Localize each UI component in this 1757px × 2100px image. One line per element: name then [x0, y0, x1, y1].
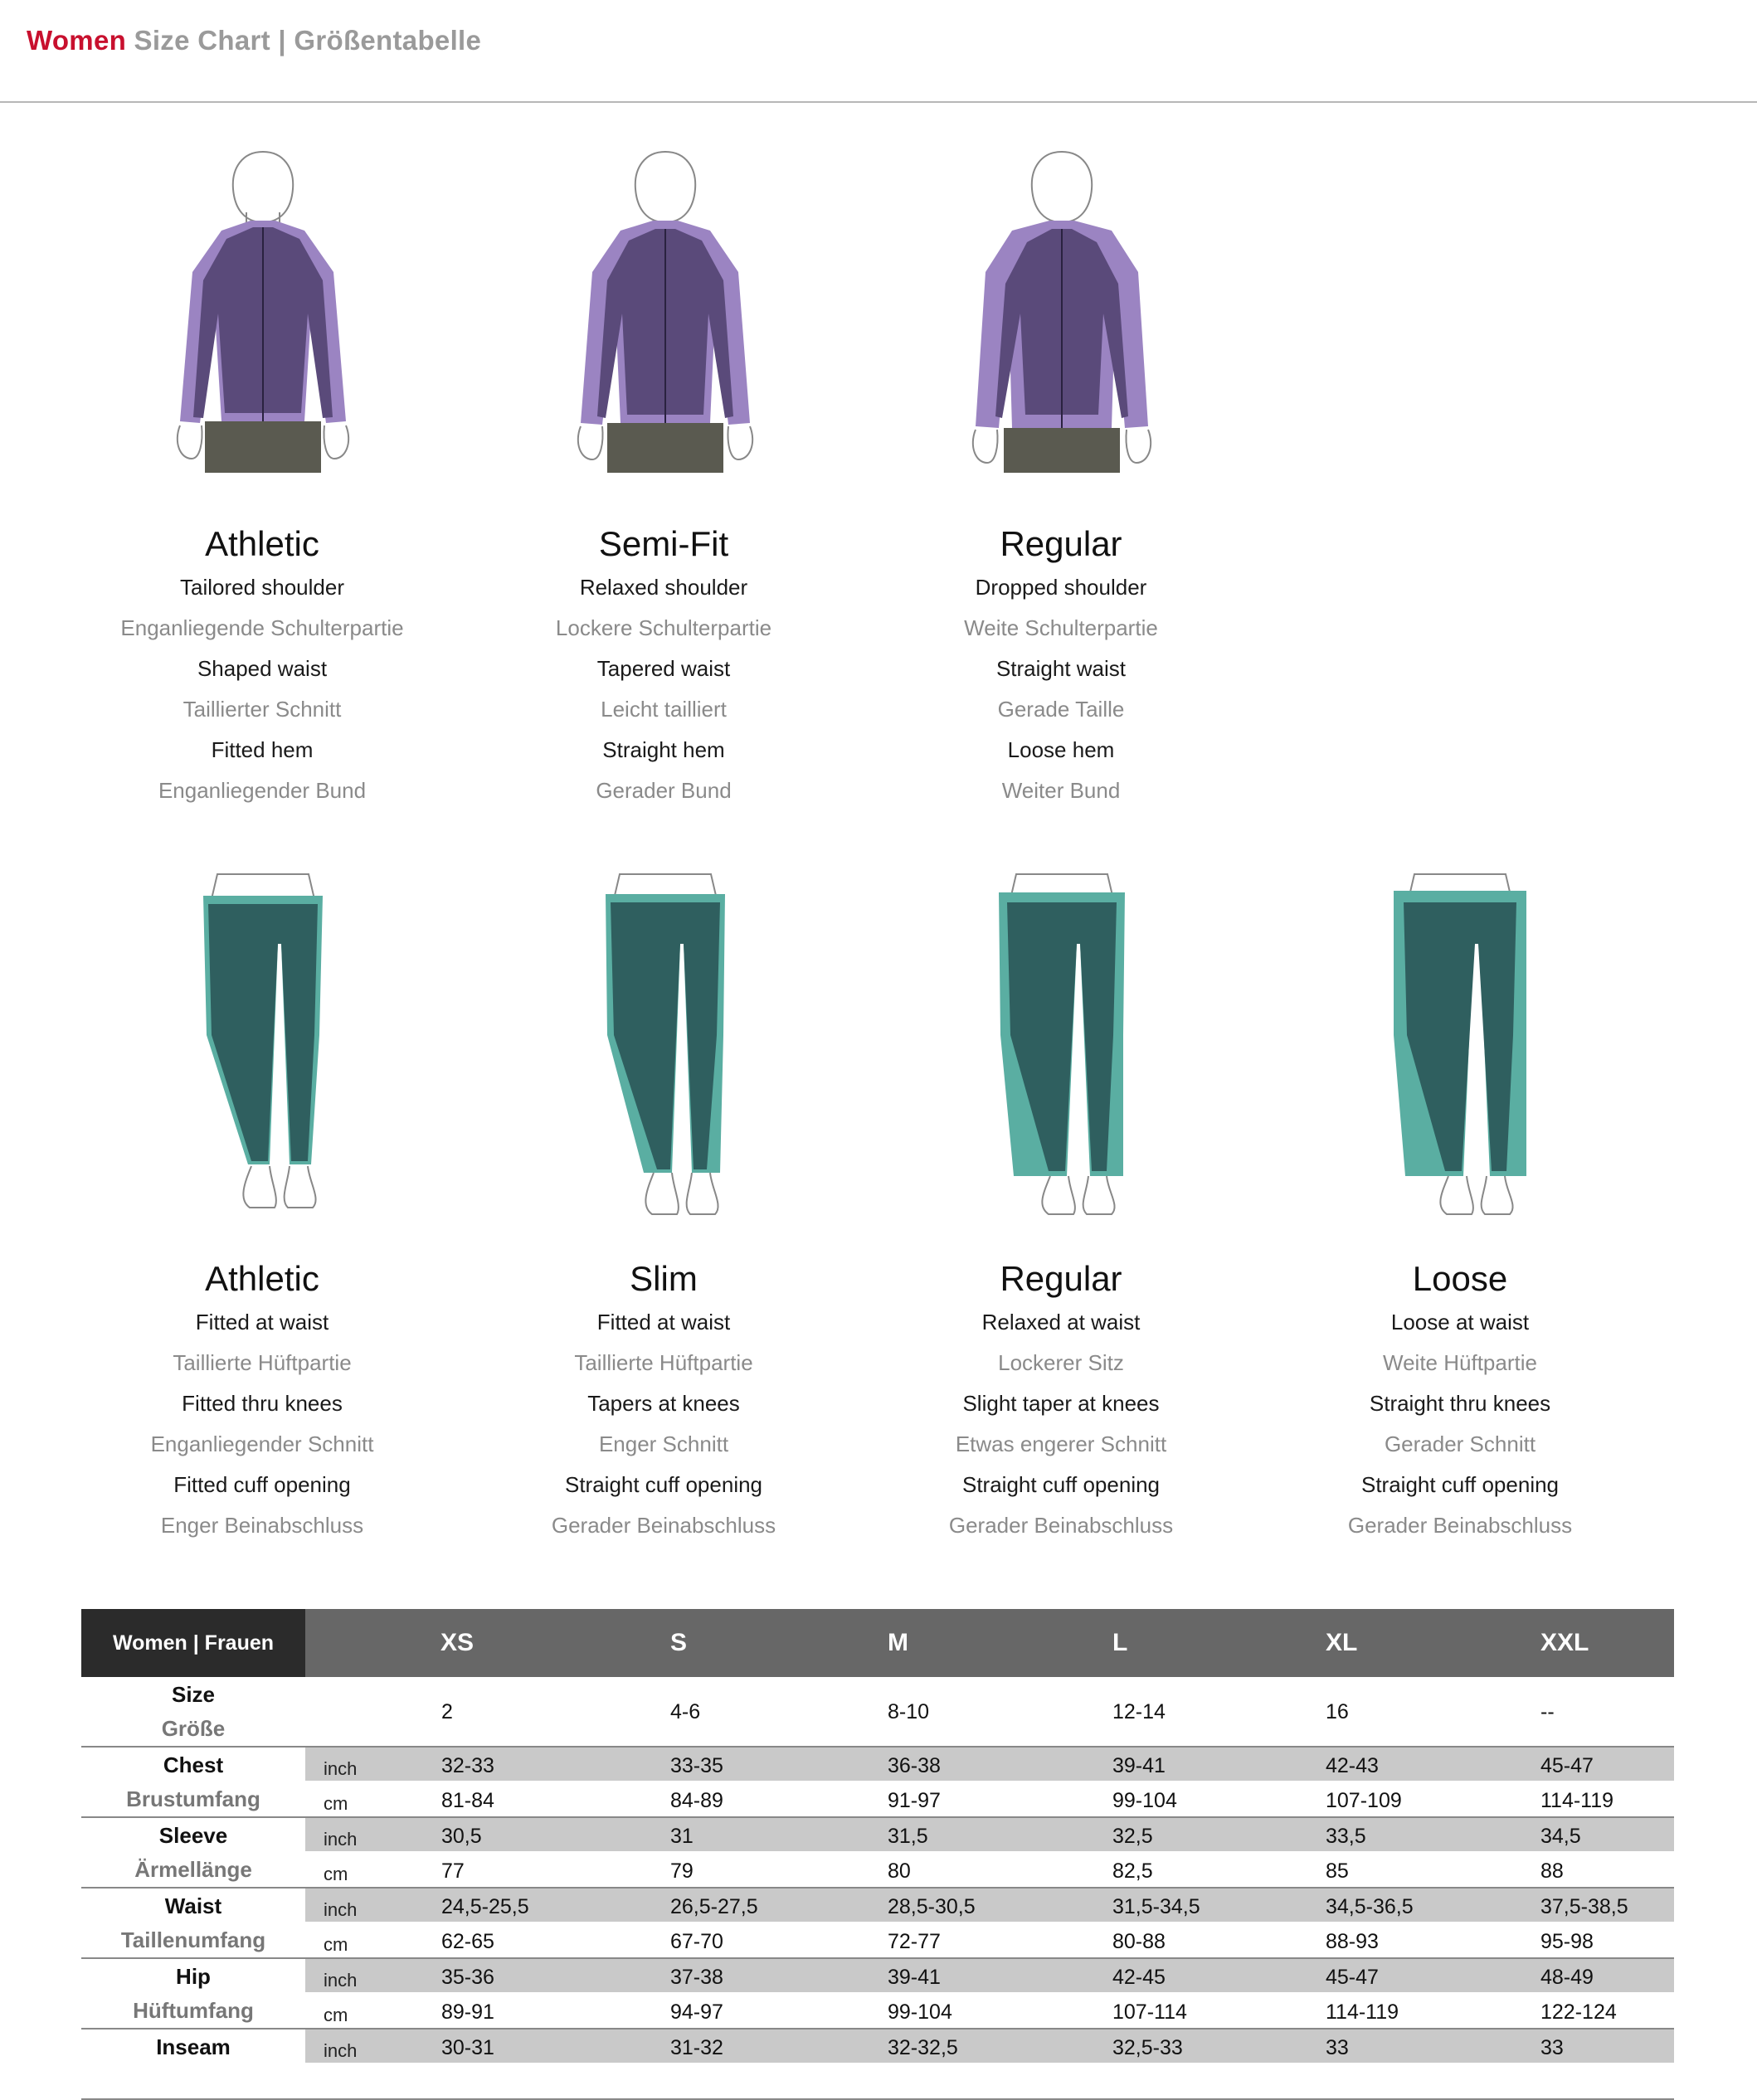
feature-de: Lockere Schulterpartie: [555, 615, 772, 640]
pants-slim-illustration: [591, 869, 740, 1218]
cell-cm: 88-93: [1326, 1930, 1379, 1953]
feature-en: Fitted cuff opening: [173, 1472, 351, 1497]
unit-cm: cm: [324, 1864, 348, 1884]
feature-de: Taillierte Hüftpartie: [173, 1350, 352, 1375]
cell-cm: 67-70: [670, 1930, 723, 1953]
cell-inch: 34,5-36,5: [1326, 1895, 1414, 1918]
cell-cm: 114-119: [1540, 1789, 1614, 1812]
cell-cm: 79: [670, 1859, 694, 1883]
cell-inch: 26,5-27,5: [670, 1895, 758, 1918]
unit-cm: cm: [324, 2005, 348, 2025]
cell-cm: 80: [888, 1859, 911, 1883]
cell-inch: 32,5: [1112, 1825, 1153, 1848]
feature-en: Dropped shoulder: [975, 575, 1147, 600]
page-title: [27, 25, 481, 56]
page-header: [0, 0, 1757, 103]
cell-inch: 37,5-38,5: [1540, 1895, 1628, 1918]
feature-en: Fitted at waist: [596, 1310, 731, 1334]
jacket-semi-fit-illustration: [557, 148, 773, 479]
size-header-l: L: [1112, 1629, 1128, 1656]
unit-inch: inch: [324, 1758, 358, 1779]
jacket-semi-fit-title: Semi-Fit: [598, 524, 729, 563]
unit-cm: cm: [324, 1934, 348, 1955]
size-header-xs: XS: [440, 1629, 475, 1656]
cell-inch: 33: [1540, 2036, 1564, 2059]
cell-inch: 36-38: [888, 1754, 941, 1777]
cell-inch: 33,5: [1326, 1825, 1366, 1848]
unit-inch: inch: [324, 1829, 358, 1850]
feature-de: Taillierte Hüftpartie: [574, 1350, 753, 1375]
feature-en: Straight waist: [995, 656, 1127, 681]
feature-de: Enganliegende Schulterpartie: [120, 615, 404, 640]
unit-inch: inch: [324, 1899, 358, 1920]
feature-en: Loose at waist: [1390, 1310, 1530, 1334]
cell-cm: 88: [1540, 1859, 1564, 1883]
size-table: [81, 1609, 1674, 2100]
pants-slim-title: Slim: [630, 1259, 698, 1298]
table-row-hip: [81, 1959, 1674, 2030]
feature-de: Etwas engerer Schnitt: [955, 1432, 1167, 1456]
cell-cm: 84-89: [670, 1789, 723, 1812]
pants-athletic-illustration: [188, 869, 338, 1218]
size-header-xl: XL: [1326, 1629, 1358, 1656]
feature-de: Gerader Beinabschluss: [1347, 1513, 1573, 1538]
feature-en: Slight taper at knees: [962, 1391, 1160, 1416]
cell-cm: 107-109: [1326, 1789, 1402, 1812]
unit-inch: inch: [324, 2040, 358, 2061]
feature-de: Taillierter Schnitt: [183, 697, 342, 722]
jacket-regular-title: Regular: [1000, 524, 1122, 563]
cell-cm: 107-114: [1112, 2000, 1187, 2024]
jacket-regular-illustration: [954, 148, 1170, 479]
cell-cm: 94-97: [670, 2000, 723, 2024]
cell-inch: 42-43: [1326, 1754, 1379, 1777]
pants-regular-card: [862, 1256, 1260, 1546]
feature-en: Tapers at knees: [587, 1391, 740, 1416]
cell-inch: 32-33: [441, 1754, 494, 1777]
size-table-header: [81, 1609, 1674, 1677]
cell-inch: 34,5: [1540, 1825, 1581, 1848]
row-label-de: Größe: [161, 1716, 226, 1741]
cell-inch: 48-49: [1540, 1966, 1594, 1989]
feature-de: Gerader Schnitt: [1384, 1432, 1536, 1456]
pants-athletic-card: [63, 1256, 461, 1546]
feature-en: Straight cuff opening: [564, 1472, 763, 1497]
row-label-en: Size: [171, 1682, 216, 1707]
cell-inch: 39-41: [1112, 1754, 1166, 1777]
feature-de: Leicht tailliert: [601, 697, 727, 722]
row-label-en: Sleeve: [158, 1823, 228, 1848]
feature-en: Straight hem: [602, 737, 725, 762]
pants-regular-title: Regular: [1000, 1259, 1122, 1298]
cell-cm: 91-97: [888, 1789, 941, 1812]
cell-inch: 31,5-34,5: [1112, 1895, 1200, 1918]
feature-de: Lockerer Sitz: [998, 1350, 1124, 1375]
unit-inch: inch: [324, 1970, 358, 1991]
feature-de: Gerade Taille: [997, 697, 1125, 722]
cell-inch: 31: [670, 1825, 694, 1848]
cell-inch: 24,5-25,5: [441, 1895, 529, 1918]
feature-de: Weiter Bund: [1001, 778, 1121, 803]
row-label-de: Ärmellänge: [134, 1857, 252, 1882]
row-band: [305, 1959, 1674, 1992]
feature-de: Gerader Beinabschluss: [948, 1513, 1174, 1538]
jacket-athletic-illustration: [155, 148, 371, 479]
cell-inch: 45-47: [1326, 1966, 1379, 1989]
cell-inch: 31-32: [670, 2036, 723, 2059]
pants-loose-illustration: [1385, 869, 1535, 1218]
row-band: [305, 2030, 1674, 2063]
cell-inch: 42-45: [1112, 1966, 1166, 1989]
table-row-size: [81, 1677, 1674, 1748]
cell-cm: 62-65: [441, 1930, 494, 1953]
feature-de: Weite Schulterpartie: [964, 615, 1158, 640]
size-value-xl: 16: [1326, 1700, 1349, 1723]
cell-inch: 30-31: [441, 2036, 494, 2059]
table-corner-label: Women | Frauen: [81, 1609, 305, 1677]
cell-cm: 99-104: [888, 2000, 952, 2024]
row-label-en: Waist: [164, 1893, 222, 1918]
size-value-m: 8-10: [888, 1700, 930, 1723]
feature-en: Relaxed at waist: [981, 1310, 1141, 1334]
cell-inch: 32,5-33: [1112, 2036, 1183, 2059]
size-value-l: 12-14: [1112, 1700, 1166, 1723]
size-header-xxl: XXL: [1540, 1629, 1589, 1656]
cell-cm: 114-119: [1326, 2000, 1399, 2024]
cell-inch: 35-36: [441, 1966, 494, 1989]
feature-en: Fitted thru knees: [182, 1391, 343, 1416]
feature-de: Enger Beinabschluss: [160, 1513, 364, 1538]
cell-cm: 85: [1326, 1859, 1349, 1883]
pants-regular-illustration: [987, 869, 1136, 1218]
cell-inch: 33: [1326, 2036, 1349, 2059]
cell-cm: 81-84: [441, 1789, 494, 1812]
feature-en: Tailored shoulder: [179, 575, 344, 600]
title-women: Women: [27, 25, 127, 56]
feature-en: Shaped waist: [197, 656, 328, 681]
cell-cm: 72-77: [888, 1930, 941, 1953]
pants-loose-title: Loose: [1412, 1259, 1508, 1298]
feature-en: Fitted at waist: [195, 1310, 329, 1334]
cell-cm: 82,5: [1112, 1859, 1153, 1883]
feature-en: Relaxed shoulder: [579, 575, 748, 600]
feature-de: Enganliegender Bund: [158, 778, 367, 803]
title-size-chart: Size Chart | Größentabelle: [134, 25, 482, 56]
cell-cm: 89-91: [441, 2000, 494, 2024]
cell-inch: 30,5: [441, 1825, 482, 1848]
cell-cm: 122-124: [1540, 2000, 1617, 2024]
size-header-s: S: [670, 1629, 688, 1656]
feature-de: Gerader Bund: [596, 778, 732, 803]
pants-slim-card: [465, 1256, 863, 1546]
size-value-xs: 2: [441, 1700, 453, 1723]
size-header-m: M: [888, 1629, 908, 1656]
size-value-s: 4-6: [670, 1700, 701, 1723]
cell-inch: 28,5-30,5: [888, 1895, 976, 1918]
unit-cm: cm: [324, 1793, 348, 1814]
feature-de: Enger Schnitt: [598, 1432, 729, 1456]
jacket-semi-fit-card: [465, 521, 863, 811]
row-label-en: Hip: [176, 1964, 211, 1989]
cell-cm: 95-98: [1540, 1930, 1594, 1953]
row-band: [305, 1748, 1674, 1781]
feature-en: Fitted hem: [211, 737, 314, 762]
cell-inch: 31,5: [888, 1825, 928, 1848]
table-row-sleeve: [81, 1818, 1674, 1889]
cell-inch: 33-35: [670, 1754, 723, 1777]
row-band: [305, 1818, 1674, 1851]
row-label-en: Chest: [163, 1752, 224, 1777]
pants-athletic-title: Athletic: [205, 1259, 319, 1298]
row-label-de: Hüftumfang: [133, 1998, 254, 2023]
feature-en: Tapered waist: [596, 656, 731, 681]
row-label-de: Brustumfang: [126, 1786, 260, 1811]
cell-inch: 39-41: [888, 1966, 941, 1989]
cell-cm: 77: [441, 1859, 465, 1883]
feature-en: Straight cuff opening: [1360, 1472, 1560, 1497]
pants-loose-card: [1261, 1256, 1659, 1546]
feature-en: Loose hem: [1007, 737, 1115, 762]
feature-en: Straight thru knees: [1369, 1391, 1551, 1416]
jacket-athletic-card: [63, 521, 461, 811]
row-label-de: Taillenumfang: [120, 1927, 266, 1952]
feature-de: Gerader Beinabschluss: [551, 1513, 776, 1538]
cell-inch: 37-38: [670, 1966, 723, 1989]
cell-inch: 32-32,5: [888, 2036, 958, 2059]
jacket-regular-card: [862, 521, 1260, 811]
feature-de: Weite Hüftpartie: [1383, 1350, 1537, 1375]
jacket-athletic-title: Athletic: [205, 524, 319, 563]
feature-de: Enganliegender Schnitt: [150, 1432, 374, 1456]
row-label-en: Inseam: [156, 2034, 231, 2059]
table-row-chest: [81, 1748, 1674, 1818]
table-row-waist: [81, 1889, 1674, 1959]
feature-en: Straight cuff opening: [961, 1472, 1161, 1497]
cell-cm: 80-88: [1112, 1930, 1166, 1953]
size-value-xxl: --: [1540, 1700, 1555, 1723]
cell-inch: 45-47: [1540, 1754, 1594, 1777]
cell-cm: 99-104: [1112, 1789, 1177, 1812]
table-row-inseam: [81, 2030, 1674, 2100]
